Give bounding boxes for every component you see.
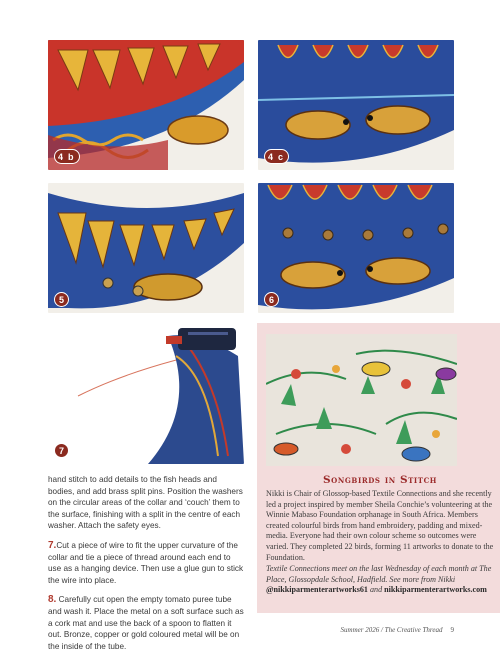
step-sub: b <box>68 151 74 162</box>
step-7-number: 7. <box>48 539 57 551</box>
step-7-text: Cut a piece of wire to fit the upper curvature of the collar and tie a piece of thread around each end to use as a hanging device. Then use a glue gun to stick the wire into place. <box>48 540 244 585</box>
instruction-continued: hand stitch to add details to the fish heads and bodies, and add brass split pins. Position the washers on the circular areas of the collar and ‘couch’ them to the surface, finishing with a split in the centre of each washer. Attach the safety eyes. <box>48 475 243 531</box>
step-badge <box>264 149 289 164</box>
photo-step-6 <box>258 183 454 313</box>
footer-issue: Summer 2026 / The Creative Thread <box>340 626 443 634</box>
step-badge <box>54 149 80 164</box>
page-footer <box>341 626 454 634</box>
photo-step-5 <box>48 183 244 313</box>
panel-and: and <box>367 585 383 595</box>
photo-step-7 <box>48 326 244 464</box>
panel-title: Songbirds in Stitch <box>322 474 438 486</box>
step-number: 4 <box>58 151 64 162</box>
step-number: 6 <box>268 294 274 305</box>
website-link[interactable]: nikkiparmenterartworks.com <box>384 585 487 595</box>
step-number: 4 <box>268 151 274 162</box>
songbirds-artwork-photo <box>266 334 457 466</box>
photo-step-4c <box>258 40 454 170</box>
step-number: 7 <box>58 445 64 456</box>
photo-step-4b <box>48 40 244 170</box>
step-8-text: Carefully cut open the empty tomato puree tube and wash it. Place the metal on a soft surface such as a cork mat and use the back of a spoon to flatten it out. Bronze, copper or gold coloured metal will be on the inside of the tube. <box>48 595 244 651</box>
collar-stitched-image <box>48 183 244 313</box>
step-number: 5 <box>58 294 64 305</box>
panel-meeting-text: Textile Connections meet on the last Wednesday of each month at The Place, Glossopdale School, Hadfield. See more from Nikki <box>266 564 492 584</box>
collar-washers-image <box>258 183 454 313</box>
step-badge <box>54 443 69 458</box>
instructions-column <box>48 474 244 652</box>
glue-gun-image <box>48 326 244 464</box>
step-badge <box>54 292 69 307</box>
step-8-number: 8. <box>48 594 57 606</box>
panel-body <box>266 489 494 597</box>
step-sub: c <box>278 151 284 162</box>
songbirds-image <box>266 334 457 466</box>
step-badge <box>264 292 279 307</box>
panel-meeting-info <box>266 564 494 596</box>
collar-fish-image <box>258 40 454 170</box>
instruction-step-8 <box>48 594 244 652</box>
instruction-step-7 <box>48 540 244 586</box>
songbirds-panel <box>257 323 500 613</box>
instagram-link[interactable]: @nikkiparmenterartworks61 <box>266 585 368 595</box>
panel-paragraph: Nikki is Chair of Glossop-based Textile Connections and she recently led a project inspired by member Sheila Conchie’s volunteering at the Winnie Mabaso Foundation orphanage in South Africa. Members created colourful birds from hand embroidery, padding and mixed-media. Everyone had their own colour scheme so outcomes were varied. They completed 22 birds, forming 11 artworks to donate to the Foundation. <box>266 489 494 562</box>
page-number: 9 <box>450 626 454 634</box>
